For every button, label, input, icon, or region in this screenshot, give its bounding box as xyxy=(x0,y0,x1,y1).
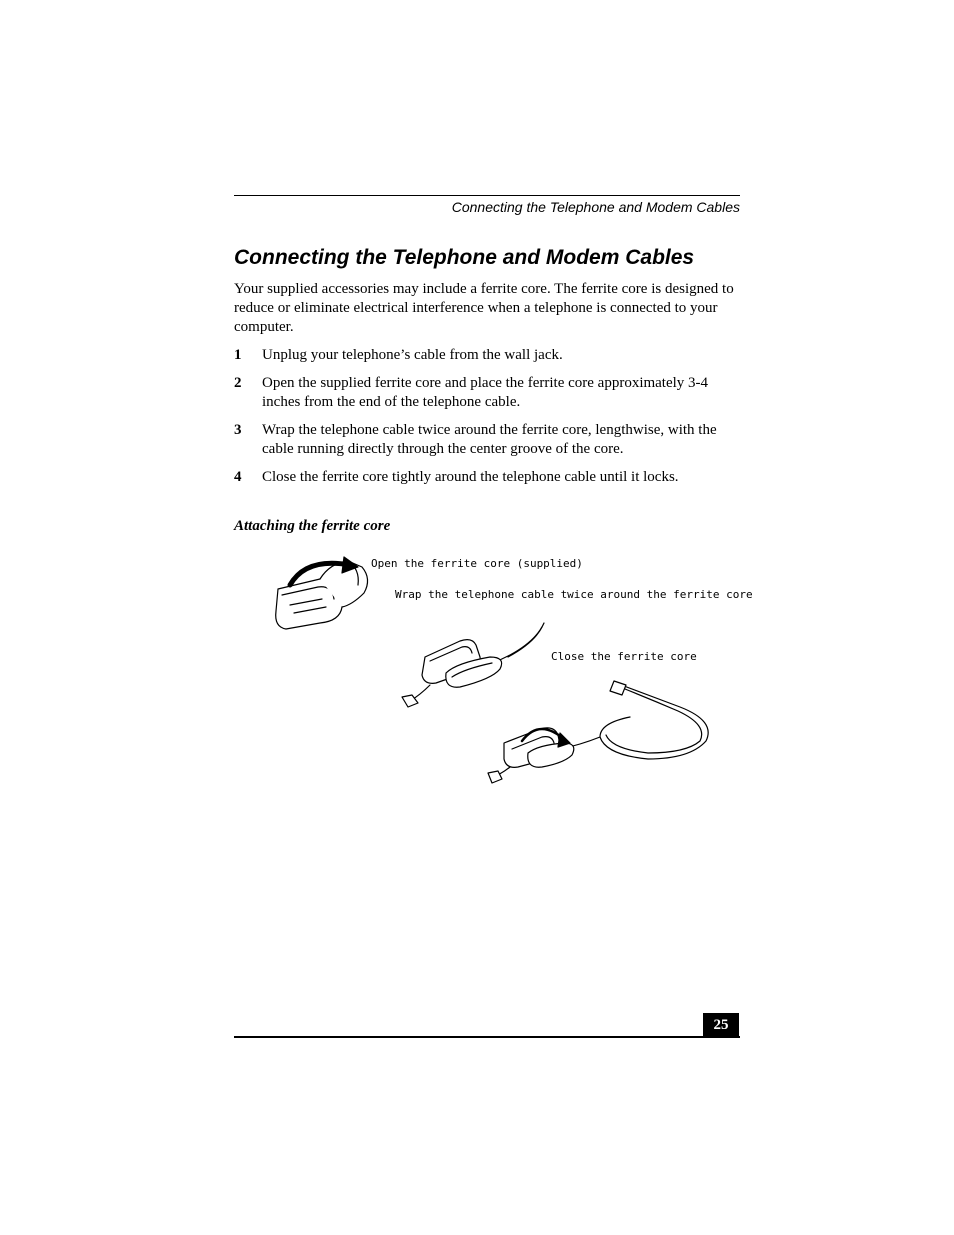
step-item xyxy=(234,346,744,365)
figure-caption: Attaching the ferrite core xyxy=(234,518,391,534)
step-text: Close the ferrite core tightly around the telephone cable until it locks. xyxy=(262,469,679,485)
section-title: Connecting the Telephone and Modem Cables xyxy=(234,246,695,269)
step-number: 1 xyxy=(234,347,242,363)
steps-list xyxy=(234,346,744,496)
step-number: 2 xyxy=(234,375,242,391)
step-text: Unplug your telephone’s cable from the wall jack. xyxy=(262,347,563,363)
ferrite-core-illustration xyxy=(260,545,720,790)
intro-paragraph: Your supplied accessories may include a ferrite core. The ferrite core is designed to reduce or eliminate electrical interference when a telephone is connected to your computer. xyxy=(234,281,734,335)
step-item xyxy=(234,421,744,459)
step-number: 4 xyxy=(234,469,242,485)
callout-open: Open the ferrite core (supplied) xyxy=(371,557,583,570)
callout-wrap: Wrap the telephone cable twice around the ferrite core xyxy=(395,588,753,601)
callout-close: Close the ferrite core xyxy=(551,650,697,663)
step-item xyxy=(234,374,744,412)
step-number: 3 xyxy=(234,422,242,438)
running-header: Connecting the Telephone and Modem Cables xyxy=(451,199,740,215)
header-rule xyxy=(234,195,740,196)
step-text: Wrap the telephone cable twice around the ferrite core, lengthwise, with the cable running directly through the center groove of the core. xyxy=(262,422,717,457)
wrap-core-drawing xyxy=(402,623,544,707)
open-core-drawing xyxy=(276,557,368,629)
step-item xyxy=(234,468,744,487)
page-number: 25 xyxy=(703,1013,739,1037)
step-text: Open the supplied ferrite core and place the ferrite core approximately 3-4 inches from the end of the telephone cable. xyxy=(262,375,709,410)
footer-rule xyxy=(234,1036,740,1038)
close-core-drawing xyxy=(488,681,708,783)
